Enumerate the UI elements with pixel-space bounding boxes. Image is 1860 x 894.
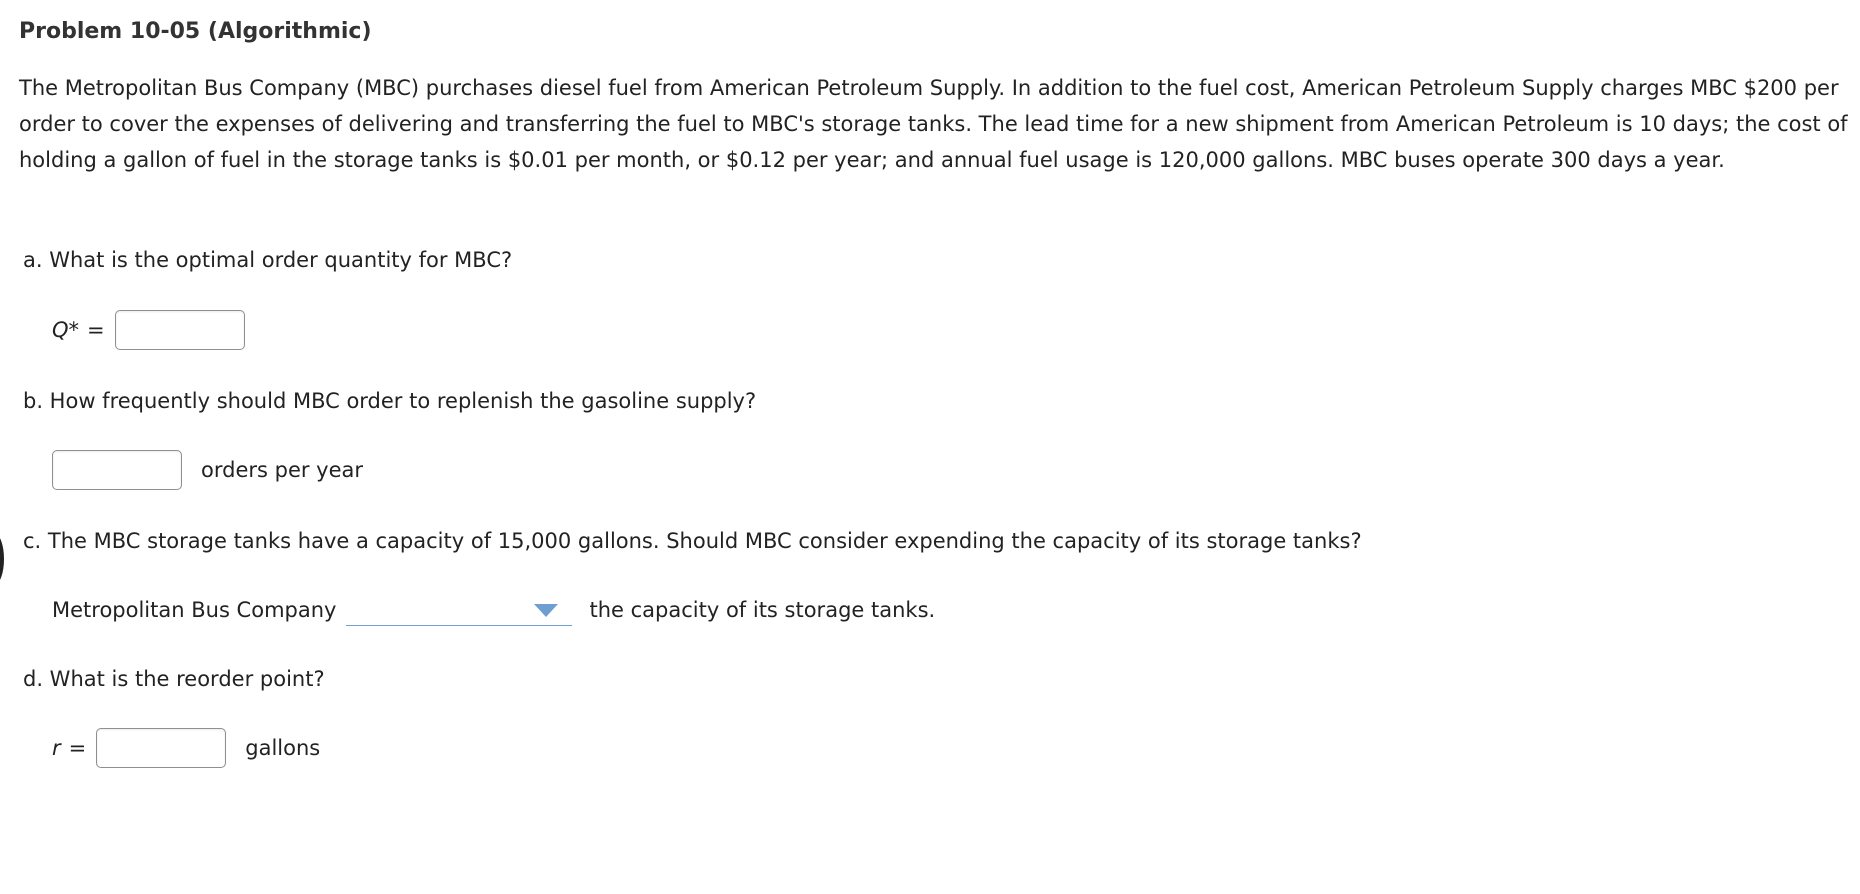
q-star-label: Q*	[52, 318, 80, 342]
gallons-label: gallons	[245, 736, 321, 760]
company-label: Metropolitan Bus Company	[52, 598, 337, 622]
left-edge-marker	[0, 534, 4, 584]
answer-row-a	[52, 310, 245, 350]
question-c: c. The MBC storage tanks have a capacity of 15,000 gallons. Should MBC consider expending the capacity of its storage tanks?	[23, 529, 1362, 553]
question-d: d. What is the reorder point?	[23, 667, 325, 691]
answer-row-b	[52, 450, 363, 490]
chevron-down-icon[interactable]	[534, 604, 558, 617]
capacity-label: the capacity of its storage tanks.	[589, 598, 936, 622]
equals-sign: =	[68, 736, 87, 760]
question-a: a. What is the optimal order quantity for MBC?	[23, 248, 513, 272]
answer-row-c	[52, 590, 935, 630]
optimal-order-quantity-input[interactable]	[115, 310, 245, 350]
capacity-decision-dropdown[interactable]	[346, 594, 572, 626]
problem-description: The Metropolitan Bus Company (MBC) purchases diesel fuel from American Petroleum Supply. In addition to the fuel cost, American Petroleum Supply charges MBC $200 per order to cover the expenses of delivering and transferring the fuel to MBC's storage tanks. The lead time for a new shipment from American Petroleum is 10 days; the cost of holding a gallon of fuel in the storage tanks is $0.01 per month, or $0.12 per year; and annual fuel usage is 120,000 gallons. MBC buses operate 300 days a year.	[19, 76, 1848, 172]
equals-sign: =	[87, 318, 105, 342]
problem-title: Problem 10-05 (Algorithmic)	[19, 19, 372, 44]
reorder-point-input[interactable]	[96, 728, 226, 768]
orders-per-year-input[interactable]	[52, 450, 182, 490]
reorder-point-variable: r	[52, 736, 61, 760]
question-b: b. How frequently should MBC order to replenish the gasoline supply?	[23, 389, 757, 413]
orders-per-year-label: orders per year	[201, 458, 364, 482]
answer-row-d	[52, 728, 320, 768]
